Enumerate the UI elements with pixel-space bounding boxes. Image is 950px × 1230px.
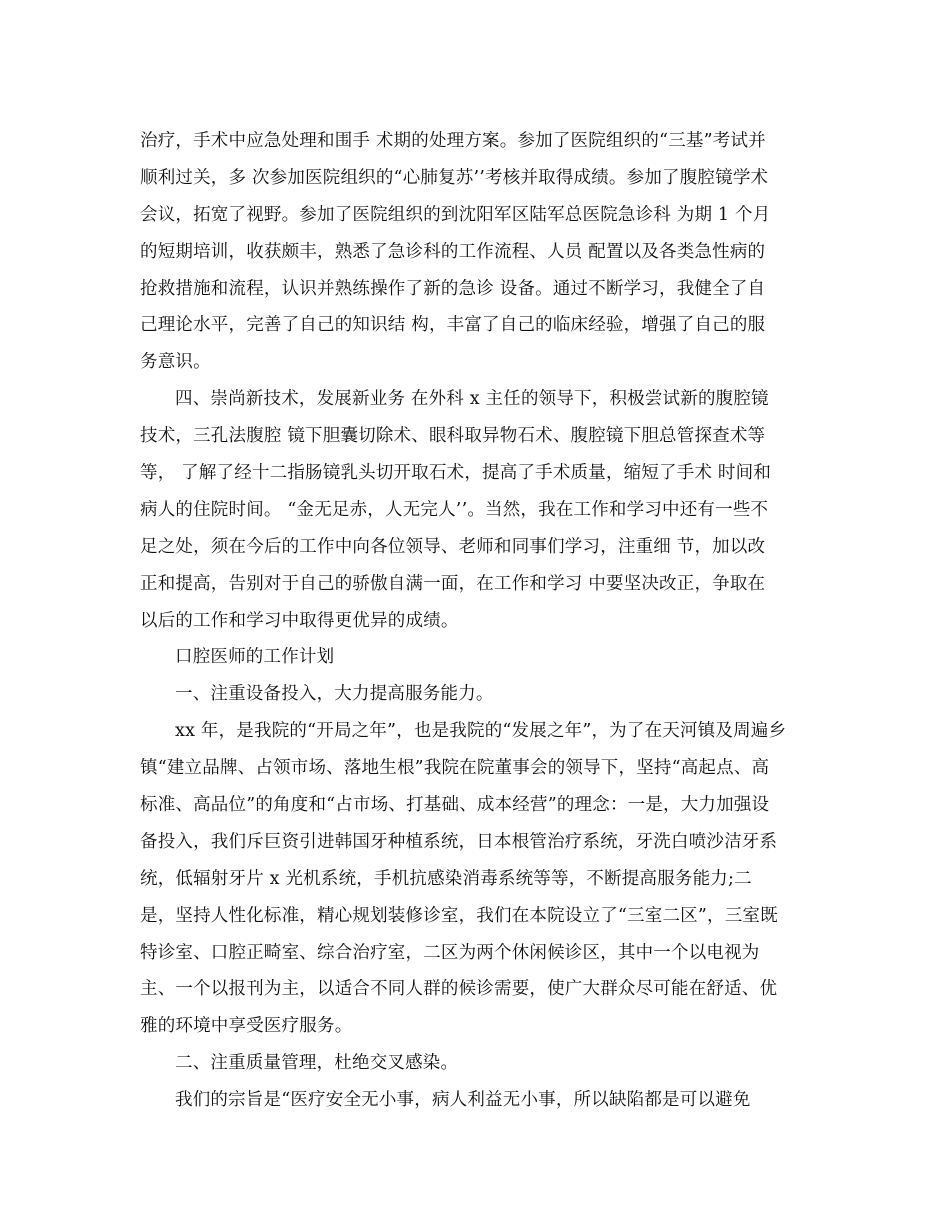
text-line: 抢救措施和流程，认识并熟练操作了新的急诊 设备。通过不断学习，我健全了自 xyxy=(140,278,766,299)
text-line: 会议，拓宽了视野。参加了医院组织的到沈阳军区陆军总医院急诊科 为期 1 个月 xyxy=(140,204,771,225)
text-line: 技术，三孔法腹腔 镜下胆囊切除术、眼科取异物石术、腹腔镜下胆总管探查术等 xyxy=(140,426,766,447)
text-line: 雅的环境中享受医疗服务。 xyxy=(140,1016,353,1037)
text-line: 特诊室、口腔正畸室、综合治疗室，二区为两个休闲候诊区，其中一个以电视为 xyxy=(140,942,760,963)
text-line: xx 年，是我院的“开局之年”，也是我院的“发展之年”，为了在天河镇及周遍乡 xyxy=(175,721,787,742)
section-heading: 二、注重质量管理，杜绝交叉感染。 xyxy=(175,1053,459,1074)
text-line: 我们的宗旨是“医疗安全无小事，病人利益无小事，所以缺陷都是可以避免 xyxy=(175,1090,751,1111)
text-line: 统，低辐射牙片 x 光机系统，手机抗感染消毒系统等等，不断提高服务能力;二 xyxy=(140,868,752,889)
text-line: 标准、高品位”的角度和“占市场、打基础、成本经营”的理念：一是，大力加强设 xyxy=(140,795,770,816)
text-line: 等， 了解了经十二指肠镜乳头切开取石术，提高了手术质量，缩短了手术 时间和 xyxy=(140,463,772,484)
text-line: 是，坚持人性化标准，精心规划装修诊室，我们在本院设立了“三室二区”，三室既 xyxy=(140,905,778,926)
text-line: 主、一个以报刊为主，以适合不同人群的候诊需要，使广大群众尽可能在舒适、优 xyxy=(140,979,778,1000)
text-line: 己理论水平，完善了自己的知识结 构，丰富了自己的临床经验，增强了自己的服 xyxy=(140,315,766,336)
text-line: 顺利过关，多 次参加医院组织的“心肺复苏’’考核并取得成绩。参加了腹腔镜学术 xyxy=(140,167,769,188)
text-line: 的短期培训，收获颇丰，熟悉了急诊科的工作流程、人员 配置以及各类急性病的 xyxy=(140,241,766,262)
section-heading: 一、注重设备投入，大力提高服务能力。 xyxy=(175,684,494,705)
document-title: 口腔医师的工作计划 xyxy=(175,647,335,668)
text-line: 备投入，我们斥巨资引进韩国牙种植系统，日本根管治疗系统，牙洗白喷沙洁牙系 xyxy=(140,831,778,852)
text-line: 正和提高，告别对于自己的骄傲自满一面，在工作和学习 中要坚决改正，争取在 xyxy=(140,573,766,594)
text-line: 镇“建立品牌、占领市场、落地生根”我院在院董事会的领导下，坚持“高起点、高 xyxy=(140,758,770,779)
text-line: 以后的工作和学习中取得更优异的成绩。 xyxy=(140,610,459,631)
document-body xyxy=(140,123,812,1119)
text-line: 足之处，须在今后的工作中向各位领导、老师和同事们学习，注重细 节，加以改 xyxy=(140,536,766,557)
text-line: 治疗，手术中应急处理和围手 术期的处理方案。参加了医院组织的“三基”考试并 xyxy=(140,131,766,151)
text-line: 务意识。 xyxy=(140,352,211,373)
section-heading-line: 四、崇尚新技术，发展新业务 在外科 x 主任的领导下，积极尝试新的腹腔镜 xyxy=(175,389,769,410)
text-line: 病人的住院时间。 “金无足赤，人无完人’’。当然，我在工作和学习中还有一些不 xyxy=(140,499,769,520)
